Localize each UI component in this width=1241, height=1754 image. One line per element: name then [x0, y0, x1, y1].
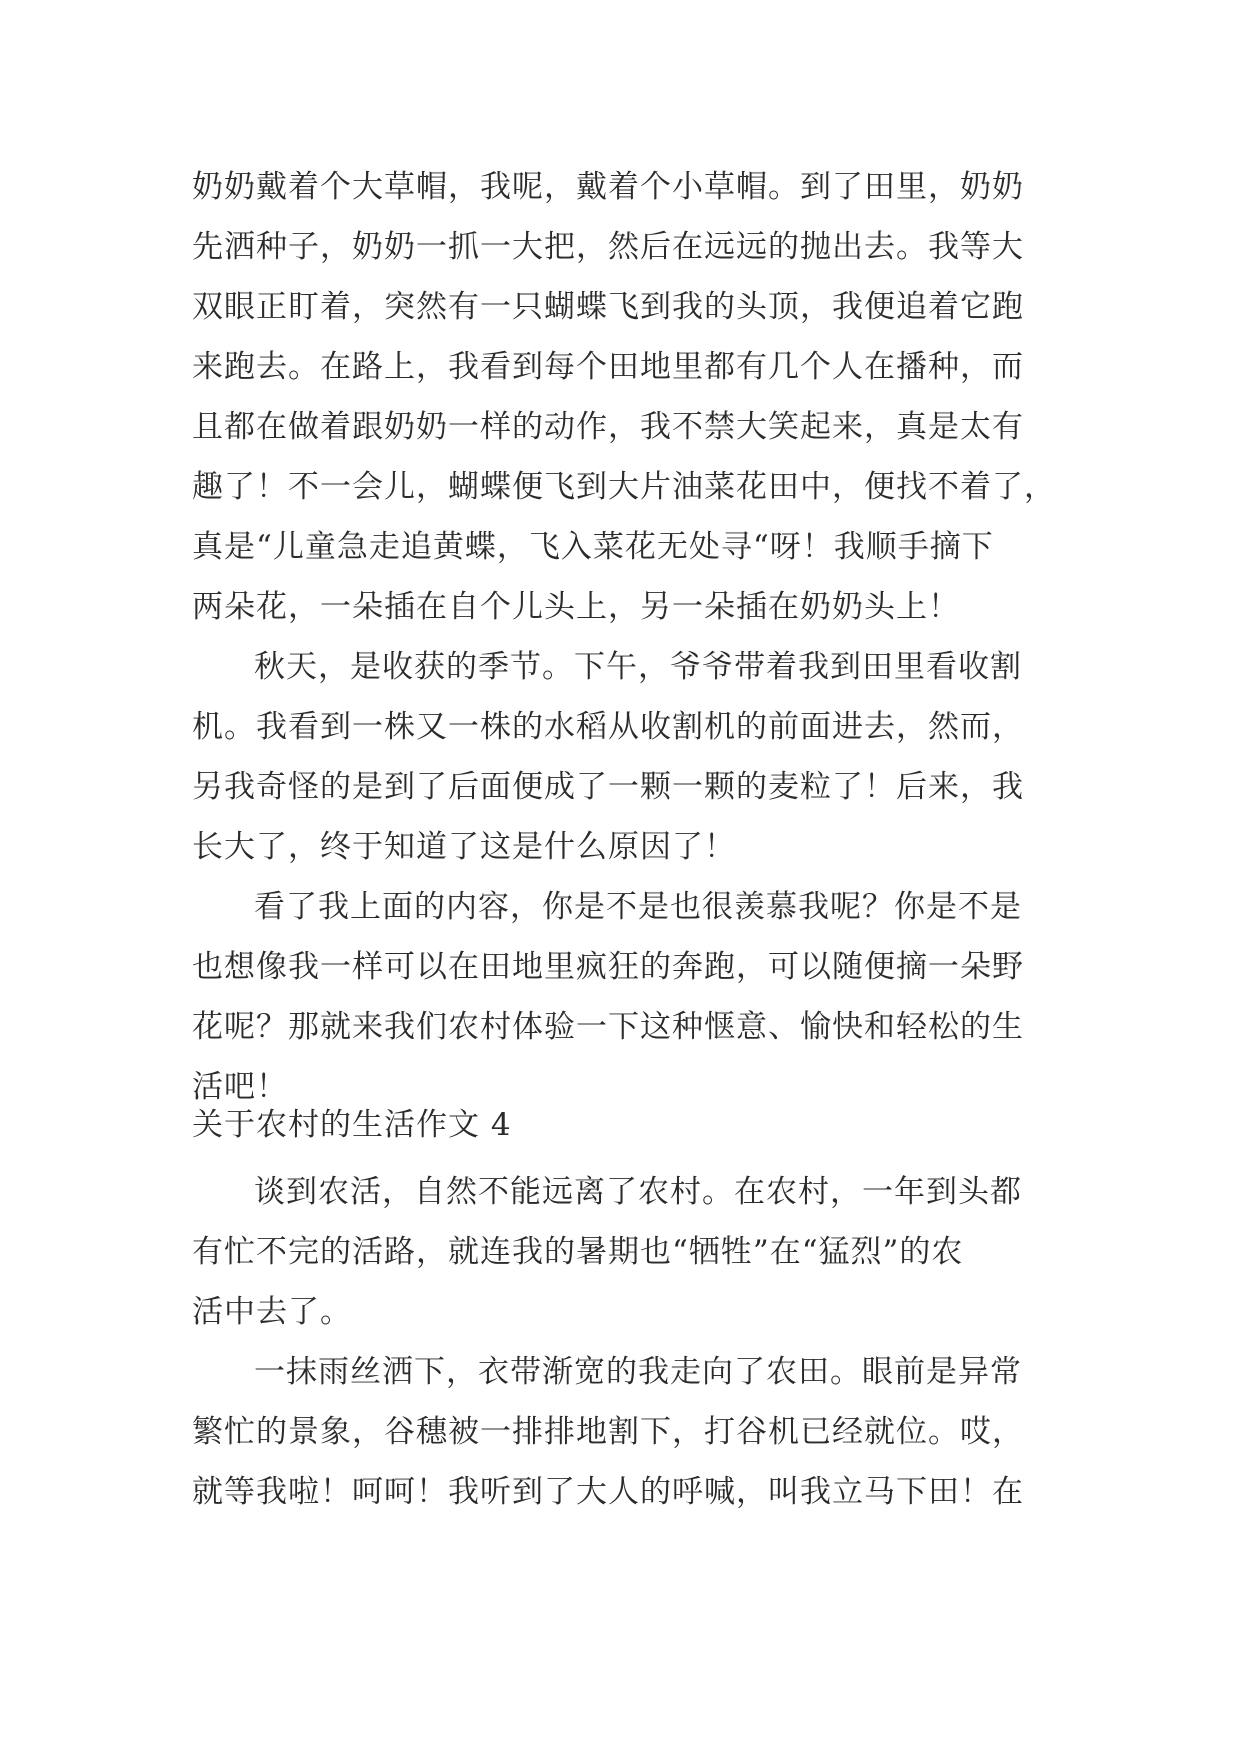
- text-line: 繁忙的景象，谷穗被一排排地割下，打谷机已经就位。哎，: [192, 1414, 1024, 1450]
- text-line: 活吧！: [192, 1069, 288, 1105]
- paragraph-first-line: 看了我上面的内容，你是不是也很羡慕我呢？你是不是: [254, 889, 1022, 925]
- text-line: 奶奶戴着个大草帽，我呢，戴着个小草帽。到了田里，奶奶: [192, 169, 1024, 205]
- text-line: 机。我看到一株又一株的水稻从收割机的前面进去，然而，: [192, 709, 1024, 745]
- text-line: 先洒种子，奶奶一抓一大把，然后在远远的抛出去。我等大: [192, 229, 1024, 265]
- paragraph-first-line: 谈到农活，自然不能远离了农村。在农村，一年到头都: [254, 1174, 1022, 1210]
- essay-body-bottom: [192, 1162, 1052, 1522]
- section-title: 关于农村的生活作文 4: [192, 1107, 512, 1143]
- text-line: 就等我啦！呵呵！我听到了大人的呼喊，叫我立马下田！在: [192, 1474, 1024, 1510]
- text-line: 长大了，终于知道了这是什么原因了！: [192, 829, 736, 865]
- paragraph-first-line: 秋天，是收获的季节。下午，爷爷带着我到田里看收割: [254, 649, 1022, 685]
- paragraph-first-line: 一抹雨丝洒下，衣带渐宽的我走向了农田。眼前是异常: [254, 1354, 1022, 1390]
- text-line: 来跑去。在路上，我看到每个田地里都有几个人在播种，而: [192, 349, 1024, 385]
- text-line: 两朵花，一朵插在自个儿头上，另一朵插在奶奶头上！: [192, 589, 960, 625]
- text-line: 趣了！不一会儿，蝴蝶便飞到大片油菜花田中，便找不着了，: [192, 469, 1056, 505]
- essay-body-top: [192, 157, 1056, 1117]
- text-line: 另我奇怪的是到了后面便成了一颗一颗的麦粒了！后来，我: [192, 769, 1024, 805]
- text-line: 有忙不完的活路，就连我的暑期也“牺牲”在“猛烈”的农: [192, 1234, 964, 1270]
- text-line: 活中去了。: [192, 1294, 352, 1330]
- text-line: 真是“儿童急走追黄蝶，飞入菜花无处寻“呀！我顺手摘下: [192, 529, 994, 565]
- text-line: 双眼正盯着，突然有一只蝴蝶飞到我的头顶，我便追着它跑: [192, 289, 1024, 325]
- text-line: 花呢？那就来我们农村体验一下这种惬意、愉快和轻松的生: [192, 1009, 1024, 1045]
- text-line: 且都在做着跟奶奶一样的动作，我不禁大笑起来，真是太有: [192, 409, 1024, 445]
- text-line: 也想像我一样可以在田地里疯狂的奔跑，可以随便摘一朵野: [192, 949, 1024, 985]
